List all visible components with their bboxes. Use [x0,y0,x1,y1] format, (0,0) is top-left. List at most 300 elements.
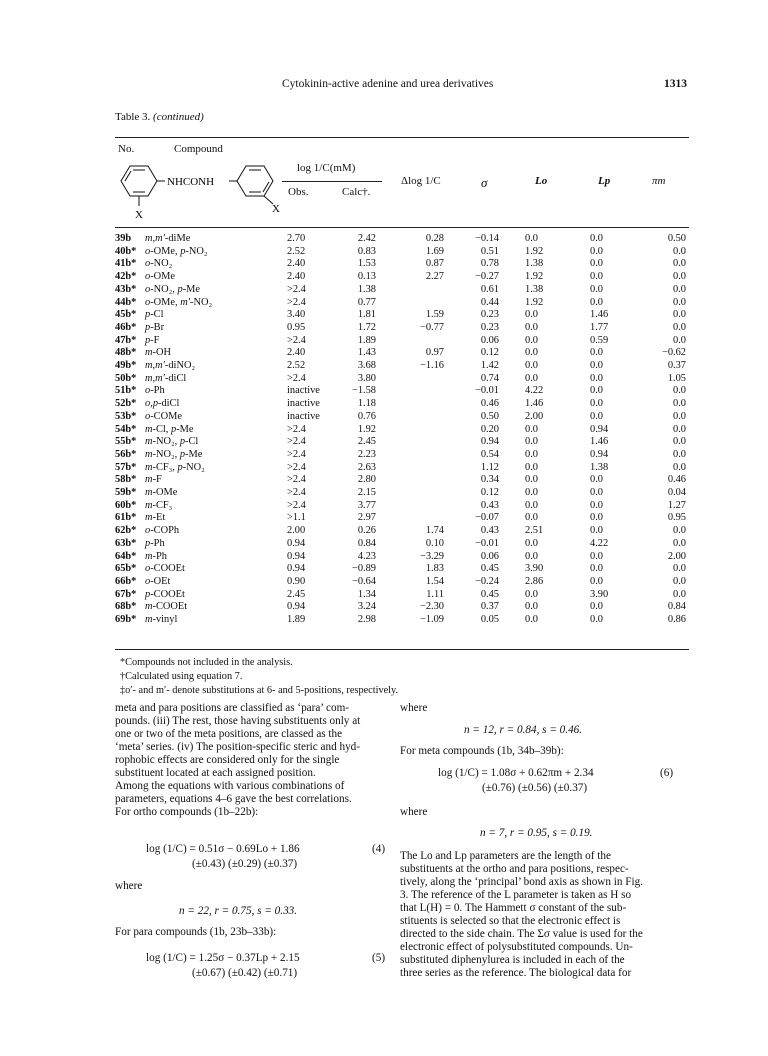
equation-5: log (1/C) = 1.25σ − 0.37Lp + 2.15 [146,952,300,964]
calc-value: 2.45 [357,436,376,448]
obs-value: 2.40 [287,258,306,270]
lo-value: 0.0 [525,423,538,435]
delta-log-value: 1.54 [425,575,444,587]
substituent: o-OMe [145,271,176,283]
pi-m-value: 0.0 [673,410,686,422]
compound-id: 51b* [115,385,137,397]
running-title: Cytokinin-active adenine and urea derivatives [282,78,494,90]
obs-value: 0.94 [287,550,306,562]
lo-value: 1.46 [525,398,544,410]
obs-value: >2.4 [287,296,306,308]
calc-value: 1.72 [357,321,376,333]
sigma-value: −0.14 [474,233,499,244]
calc-value: 1.34 [357,588,376,600]
delta-log-value: 0.28 [425,233,444,244]
delta-log-value: 1.83 [425,563,444,575]
substituent: p-F [145,334,160,346]
compound-id: 46b* [115,321,137,333]
pi-m-value: 0.0 [673,309,686,321]
right-line-3: tively, along the ‘principal’ bond axis as shown in Fig. [400,876,643,888]
substituent: m,m′-diMe [145,233,191,244]
delta-log-value: 1.59 [425,309,444,321]
delta-log-value: 1.69 [425,245,444,257]
calc-value: 0.83 [357,245,376,257]
sigma-value: −0.27 [474,271,499,283]
lp-value: 0.0 [590,271,603,283]
pi-m-value: 0.04 [667,487,686,498]
pi-m-value: 0.0 [673,537,686,549]
left-line-8: parameters, equations 4–6 gave the best correlations. [115,793,352,805]
pi-m-value: 0.46 [667,474,686,486]
lp-value: 0.0 [590,360,603,371]
delta-log-value: −0.77 [419,321,444,333]
calc-value: 1.53 [357,258,376,270]
pi-m-value: 0.0 [673,245,686,257]
lp-value: 0.0 [590,398,603,410]
table-row [115,525,689,538]
sigma-value: 1.42 [480,360,499,371]
right-line-10: three series as the reference. The biological data for [400,967,632,979]
equation-6: log (1/C) = 1.08σ + 0.62πm + 2.34 [438,767,594,779]
sigma-value: 0.43 [480,499,499,511]
substituent: m,m′-diCl [145,372,187,384]
table-row [115,474,689,487]
pi-m-value: 1.27 [667,499,686,511]
pi-m-value: 0.0 [673,461,686,473]
substituent: p-Ph [145,537,165,549]
struct-x-right: X [272,203,280,215]
table-row [115,563,689,576]
right-line-5: that L(H) = 0. The Hammett σ constant of the sub- [400,902,627,914]
obs-value: 0.94 [287,537,306,549]
lo-value: 0.0 [525,334,538,346]
substituent: o-OMe, m′-NO₂ [145,296,213,308]
right-line-2: substituents at the ortho and para positions, respec- [400,863,629,875]
pi-m-value: 0.0 [673,271,686,283]
substituent: o-OMe, p-NO₂ [145,245,208,257]
sigma-value: 0.54 [480,448,499,460]
right-line-7: directed to the side chain. The Σσ value is used for the [400,928,643,940]
lp-value: 0.0 [590,563,603,575]
table-row [115,487,689,500]
compound-id: 64b* [115,550,137,562]
lp-value: 0.0 [590,474,603,486]
pi-m-value: 0.0 [673,588,686,600]
lo-value: 0.0 [525,601,538,613]
table-top-rule [115,137,689,138]
lp-value: 1.38 [590,461,609,473]
substituent: m,m′-diNO₂ [145,360,196,371]
col-no-header: No. [118,143,135,155]
compound-id: 39b [115,233,132,244]
sigma-value: −0.24 [474,575,499,587]
obs-value: >2.4 [287,487,306,498]
log-span-rule [282,181,382,182]
lp-value: 0.0 [590,245,603,257]
calc-value: 2.98 [357,614,376,625]
sigma-value: 0.05 [480,614,499,625]
lp-value: 0.0 [590,385,603,397]
calc-value: 1.92 [357,423,376,435]
table-row [115,576,689,589]
compound-id: 42b* [115,271,137,283]
sigma-value: 1.12 [480,461,499,473]
sigma-value: 0.74 [480,372,499,384]
table-row [115,322,689,335]
substituent: o-OEt [145,575,171,587]
compound-id: 66b* [115,575,137,587]
table-row [115,424,689,437]
table-row [115,258,689,271]
equation-6-errors: (±0.76) (±0.56) (±0.37) [482,782,588,794]
sigma-value: 0.23 [480,321,499,333]
lo-value: 0.0 [525,448,538,460]
obs-value: 1.89 [287,614,306,625]
lo-value: 1.38 [525,283,544,295]
sigma-value: 0.12 [480,487,499,498]
compound-id: 52b* [115,398,137,410]
obs-value: 2.40 [287,347,306,359]
compound-id: 54b* [115,423,137,435]
calc-value: −1.58 [351,385,376,397]
substituent: m-Cl, p-Me [145,423,194,435]
table-caption [115,111,204,123]
stats-eq6: n = 7, r = 0.95, s = 0.19. [480,827,593,839]
table-row [115,512,689,525]
lo-value: 0.0 [525,309,538,321]
table-row [115,398,689,411]
obs-value: 2.70 [287,233,306,244]
calc-value: 1.43 [357,347,376,359]
lp-value: 4.22 [590,537,609,549]
table-row [115,271,689,284]
where-3: where [400,806,428,818]
delta-log-value: 1.74 [425,525,444,537]
obs-value: inactive [287,398,320,410]
calc-value: 1.18 [357,398,376,410]
caption-suffix: (continued) [153,111,204,123]
pi-m-value: −0.62 [661,347,686,359]
lp-value: 1.46 [590,436,609,448]
compound-id: 63b* [115,537,137,549]
substituent: o,p-diCl [145,398,180,410]
lo-value: 2.00 [525,410,544,422]
sigma-value: 0.46 [480,398,499,410]
compound-id: 59b* [115,487,137,498]
pi-m-value: 0.0 [673,575,686,587]
substituent: o-COOEt [145,563,185,575]
compound-id: 67b* [115,588,137,600]
table-row [115,246,689,259]
obs-value: 2.45 [287,588,306,600]
col-dlog-header: Δlog 1/C [401,175,441,187]
lp-value: 0.0 [590,550,603,562]
right-line-1: The Lo and Lp parameters are the length of the [400,850,611,862]
delta-log-value: −1.09 [419,614,444,625]
calc-value: 0.77 [357,296,376,308]
table-row [115,385,689,398]
pi-m-value: 0.0 [673,448,686,460]
table-row [115,589,689,602]
calc-value: 2.80 [357,474,376,486]
sigma-value: 0.06 [480,550,499,562]
footnote-2: †Calculated using equation 7. [120,671,243,682]
obs-value: inactive [287,410,320,422]
substituent: m-CF₃ [145,499,173,511]
lp-value: 0.0 [590,283,603,295]
table-row [115,551,689,564]
pi-m-value: 0.0 [673,423,686,435]
calc-value: 2.42 [357,233,376,244]
col-log-header: log 1/C(mM) [297,162,356,174]
equation-5-number: (5) [372,952,386,964]
substituent: m-Ph [145,550,167,562]
sigma-value: 0.37 [480,601,499,613]
meta-intro: For meta compounds (1b, 34b–39b): [400,745,564,757]
table-row [115,436,689,449]
table-row [115,601,689,614]
page-number: 1313 [664,78,687,90]
col-compound-header: Compound [174,143,223,155]
lo-value: 3.90 [525,563,544,575]
substituent: m-NO₂, p-Cl [145,436,199,448]
lp-value: 0.0 [590,258,603,270]
obs-value: >2.4 [287,283,306,295]
sigma-value: 0.45 [480,588,499,600]
substituent: o-COMe [145,410,182,422]
calc-value: −0.89 [351,563,376,575]
delta-log-value: 2.27 [425,271,444,283]
substituent: o-NO₂ [145,258,173,270]
delta-log-value: −1.16 [419,360,444,371]
compound-id: 60b* [115,499,137,511]
table-header-rule [115,227,689,228]
substituent: p-COOEt [145,588,185,600]
lp-value: 0.0 [590,525,603,537]
lo-value: 0.0 [525,512,538,524]
calc-value: 0.76 [357,410,376,422]
lo-value: 1.92 [525,245,544,257]
compound-id: 45b* [115,309,137,321]
table-row [115,411,689,424]
sigma-value: 0.20 [480,423,499,435]
lp-value: 0.0 [590,601,603,613]
sigma-value: 0.43 [480,525,499,537]
stats-eq4: n = 22, r = 0.75, s = 0.33. [179,905,298,917]
sigma-value: 0.23 [480,309,499,321]
lp-value: 0.0 [590,410,603,422]
col-calc-header: Calc†. [342,186,371,198]
lp-value: 0.0 [590,614,603,625]
lo-value: 0.0 [525,233,538,244]
lp-value: 0.0 [590,487,603,498]
compound-id: 43b* [115,283,137,295]
lo-value: 0.0 [525,550,538,562]
lp-value: 0.94 [590,423,609,435]
calc-value: 2.63 [357,461,376,473]
pi-m-value: 0.0 [673,321,686,333]
table-row [115,309,689,322]
sigma-value: 0.51 [480,245,499,257]
left-line-5: rophobic effects are considered only for the single [115,754,340,766]
lp-value: 0.0 [590,512,603,524]
compound-id: 62b* [115,525,137,537]
calc-value: 1.38 [357,283,376,295]
substituent: o-NO₂, p-Me [145,283,201,295]
lo-value: 0.0 [525,474,538,486]
running-header [0,78,768,94]
calc-value: 2.97 [357,512,376,524]
table-row [115,347,689,360]
col-pim-header: πm [652,175,666,187]
struct-x-left: X [135,209,143,221]
left-line-7: Among the equations with various combinations of [115,780,345,792]
obs-value: 2.52 [287,245,306,257]
obs-value: >2.4 [287,474,306,486]
pi-m-value: 0.37 [667,360,686,371]
lo-value: 0.0 [525,588,538,600]
pi-m-value: 0.0 [673,296,686,308]
calc-value: 4.23 [357,550,376,562]
sigma-value: 0.34 [480,474,499,486]
calc-value: 0.26 [357,525,376,537]
table-row [115,614,689,627]
pi-m-value: 0.50 [667,233,686,244]
obs-value: 0.90 [287,575,306,587]
stats-eq5: n = 12, r = 0.84, s = 0.46. [464,724,583,736]
pi-m-value: 0.0 [673,334,686,346]
table-row [115,360,689,373]
equation-4-number: (4) [372,843,386,855]
lo-value: 0.0 [525,372,538,384]
compound-id: 56b* [115,448,137,460]
lp-value: 0.0 [590,233,603,244]
lo-value: 2.51 [525,525,544,537]
left-line-9: For ortho compounds (1b–22b): [115,806,259,818]
lo-value: 2.86 [525,575,544,587]
delta-log-value: −2.30 [419,601,444,613]
substituent: m-vinyl [145,614,178,625]
obs-value: 0.94 [287,601,306,613]
compound-id: 55b* [115,436,137,448]
lo-value: 0.0 [525,487,538,498]
pi-m-value: 0.0 [673,436,686,448]
equation-4: log (1/C) = 0.51σ − 0.69Lo + 1.86 [146,843,300,855]
right-line-4: 3. The reference of the L parameter is taken as H so [400,889,632,901]
right-line-9: substituted diphenylurea is included in each of the [400,954,625,966]
obs-value: 2.52 [287,360,306,371]
sigma-value: 0.06 [480,334,499,346]
where-2: where [400,702,428,714]
sigma-value: −0.01 [474,385,499,397]
compound-id: 40b* [115,245,137,257]
lo-value: 0.0 [525,461,538,473]
calc-value: 0.84 [357,537,376,549]
table-row [115,462,689,475]
compound-id: 44b* [115,296,137,308]
sigma-value: 0.78 [480,258,499,270]
pi-m-value: 1.05 [667,372,686,384]
lo-value: 0.0 [525,436,538,448]
table-bottom-rule [115,649,689,650]
calc-value: 3.68 [357,360,376,371]
sigma-value: 0.12 [480,347,499,359]
lp-value: 0.0 [590,296,603,308]
obs-value: 0.94 [287,563,306,575]
calc-value: 1.89 [357,334,376,346]
obs-value: >2.4 [287,448,306,460]
obs-value: inactive [287,385,320,397]
obs-value: 2.00 [287,525,306,537]
obs-value: 0.95 [287,321,306,333]
compound-id: 50b* [115,372,137,384]
substituent: p-Cl [145,309,164,321]
delta-log-value: 0.87 [425,258,444,270]
calc-value: 3.77 [357,499,376,511]
left-line-6: substituent located at each assigned position. [115,767,316,779]
table-row [115,500,689,513]
calc-value: 0.13 [357,271,376,283]
pi-m-value: 0.0 [673,283,686,295]
pi-m-value: 0.86 [667,614,686,625]
pi-m-value: 0.84 [667,601,686,613]
pi-m-value: 0.0 [673,525,686,537]
calc-value: 2.15 [357,487,376,498]
obs-value: 2.40 [287,271,306,283]
substituent: m-Et [145,512,166,524]
substituent: m-CF₃, p-NO₂ [145,461,205,473]
table-row [115,297,689,310]
compound-id: 49b* [115,360,137,371]
right-line-8: electronic effect of polysubstituted compounds. Un- [400,941,633,953]
delta-log-value: 1.11 [426,588,444,600]
delta-log-value: 0.10 [425,537,444,549]
sigma-value: 0.50 [480,410,499,422]
lo-value: 1.92 [525,271,544,283]
table-row [115,233,689,246]
calc-value: −0.64 [351,575,376,587]
substituent: m-COOEt [145,601,188,613]
compound-id: 53b* [115,410,137,422]
struct-linker-label: NHCONH [167,176,215,188]
table-row [115,284,689,297]
delta-log-value: 0.97 [425,347,444,359]
left-line-1: meta and para positions are classified as ‘para’ com- [115,702,350,714]
equation-4-errors: (±0.43) (±0.29) (±0.37) [192,858,298,870]
caption-prefix: Table 3. [115,111,151,123]
sigma-value: 0.61 [480,283,499,295]
footnote-3: ‡o′- and m′- denote substitutions at 6- and 5-positions, respectively. [120,685,399,696]
obs-value: >2.4 [287,372,306,384]
lp-value: 1.77 [590,321,609,333]
lp-value: 1.46 [590,309,609,321]
obs-value: >2.4 [287,461,306,473]
diphenylurea-structure [115,156,290,224]
lp-value: 0.0 [590,372,603,384]
right-line-6: stituents is selected so that the electronic effect is [400,915,621,927]
sigma-value: 0.44 [480,296,499,308]
equation-6-number: (6) [660,767,674,779]
sigma-value: −0.07 [474,512,499,524]
lo-value: 0.0 [525,347,538,359]
lo-value: 0.0 [525,321,538,333]
pi-m-value: 0.0 [673,398,686,410]
lo-value: 0.0 [525,360,538,371]
calc-value: 3.80 [357,372,376,384]
pi-m-value: 2.00 [667,550,686,562]
obs-value: 3.40 [287,309,306,321]
obs-value: >2.4 [287,423,306,435]
